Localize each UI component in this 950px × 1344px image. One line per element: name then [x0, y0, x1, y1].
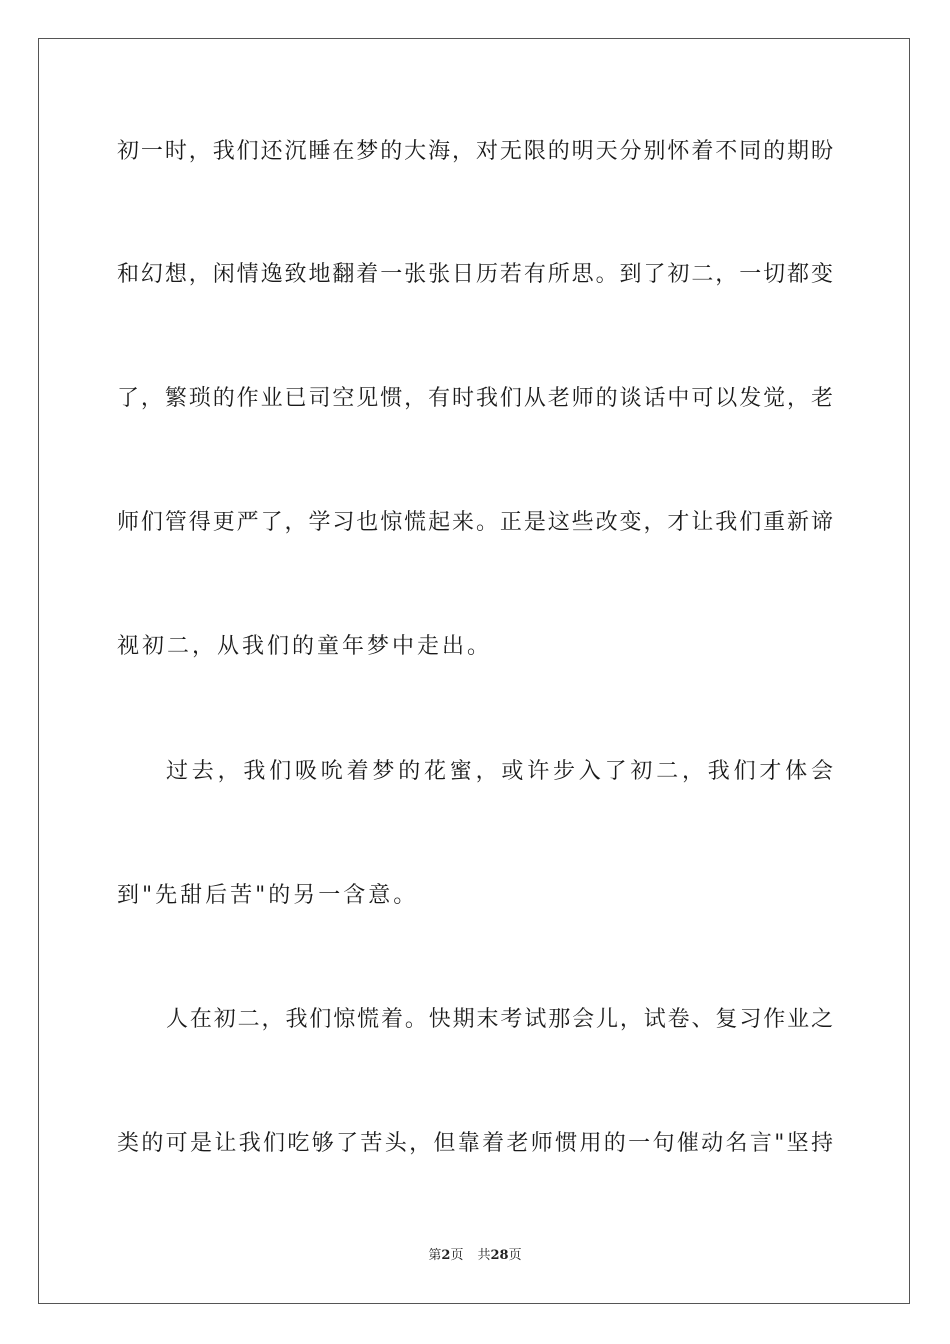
text-line-2: 和幻想，闲情逸致地翻着一张张日历若有所思。到了初二，一切都变 [117, 262, 833, 287]
page-border [38, 38, 910, 1304]
total-suffix: 页 [508, 1248, 522, 1263]
page-footer [0, 1247, 950, 1265]
text-line-6: 过去，我们吸吮着梦的花蜜，或许步入了初二，我们才体会 [166, 759, 833, 784]
text-line-8: 人在初二，我们惊慌着。快期末考试那会儿，试卷、复习作业之 [166, 1007, 833, 1032]
text-line-1: 初一时，我们还沉睡在梦的大海，对无限的明天分别怀着不同的期盼 [117, 139, 833, 164]
text-line-9: 类的可是让我们吃够了苦头，但靠着老师惯用的一句催动名言"坚持 [117, 1131, 833, 1156]
text-line-7: 到"先甜后苦"的另一含意。 [117, 883, 419, 908]
text-line-4: 师们管得更严了，学习也惊慌起来。正是这些改变，才让我们重新谛 [117, 510, 833, 535]
text-line-5: 视初二，从我们的童年梦中走出。 [117, 634, 493, 659]
total-prefix: 共 [477, 1248, 491, 1263]
total-pages: 28 [490, 1248, 509, 1263]
page-number: 2 [441, 1248, 451, 1263]
text-line-3: 了，繁琐的作业已司空见惯，有时我们从老师的谈话中可以发觉，老 [117, 386, 833, 411]
page-suffix: 页 [450, 1248, 464, 1263]
page-prefix: 第 [428, 1248, 442, 1263]
